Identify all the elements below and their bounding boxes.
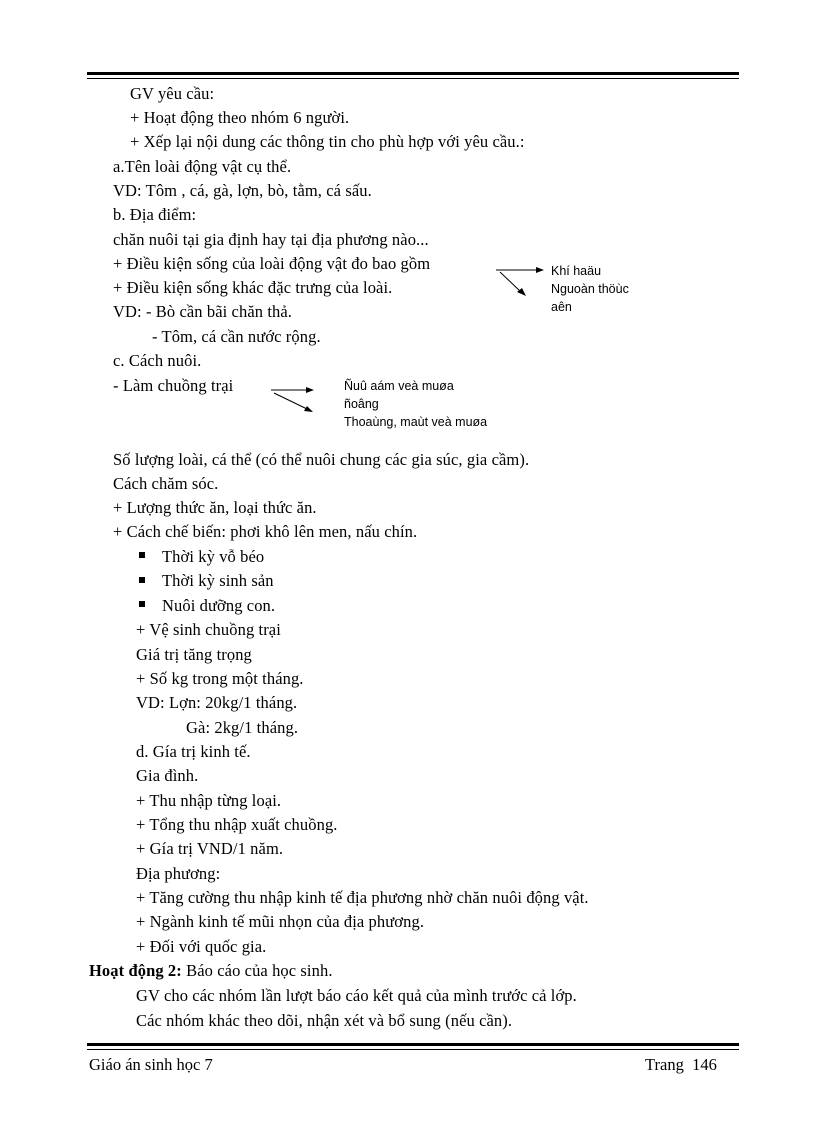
note-text: Thoaùng, maùt veà muøa xyxy=(344,415,488,429)
text-line: VD: - Bò cần bãi chăn thả. xyxy=(113,302,292,321)
text-line: + Lượng thức ăn, loại thức ăn. xyxy=(113,498,317,517)
arrow-head-4 xyxy=(304,406,313,412)
section-heading: Gia đình. xyxy=(136,766,199,785)
section-heading: d. Gía trị kinh tế. xyxy=(136,742,251,761)
list-item: Thời kỳ vỗ béo xyxy=(162,547,265,566)
text-line: + Ngành kinh tế mũi nhọn của địa phương. xyxy=(136,912,425,931)
section-heading: c. Cách nuôi. xyxy=(113,351,202,370)
arrow-head-1 xyxy=(536,267,544,273)
text-line: + Đối với quốc gia. xyxy=(136,937,267,956)
footer-rule xyxy=(87,1043,739,1050)
page-number: Trang 146 xyxy=(645,1055,717,1074)
activity-heading-label: Hoạt động 2: xyxy=(89,961,182,980)
note-text: Ñuû aám veà muøa xyxy=(344,379,454,393)
note-text: Khí haäu xyxy=(551,264,602,278)
section-heading: Giá trị tăng trọng xyxy=(136,645,252,664)
section-heading: Địa phương: xyxy=(136,864,221,883)
note-text: ñoâng xyxy=(344,397,379,411)
note-box xyxy=(344,377,534,429)
header-rule xyxy=(87,72,739,79)
bullet-square xyxy=(139,601,145,607)
text-line: Số lượng loài, cá thể (có thể nuôi chung các gia súc, gia cầm). xyxy=(113,450,530,469)
text-line: - Làm chuồng trại xyxy=(113,376,234,395)
note-text: aên xyxy=(551,300,572,314)
section-heading: a.Tên loài động vật cụ thể. xyxy=(113,157,292,176)
list-item: Nuôi dưỡng con. xyxy=(162,596,276,615)
text-line: GV yêu cầu: xyxy=(130,84,215,103)
text-line: Các nhóm khác theo dõi, nhận xét và bổ sung (nếu cần). xyxy=(136,1011,513,1030)
section-heading: Cách chăm sóc. xyxy=(113,474,219,493)
text-line: - Tôm, cá cần nước rộng. xyxy=(152,327,321,346)
arrow-line-4 xyxy=(274,393,307,409)
note-text: Nguoàn thöùc xyxy=(551,282,629,296)
text-line: + Xếp lại nội dung các thông tin cho phù hợp với yêu cầu.: xyxy=(130,132,525,151)
text-line: + Điều kiện sống khác đặc trưng của loài. xyxy=(113,278,393,297)
text-line: + Tăng cường thu nhập kinh tế địa phương nhờ chăn nuôi động vật. xyxy=(136,888,589,907)
arrow-line-2 xyxy=(500,272,521,292)
text-line: chăn nuôi tại gia định hay tại địa phương nào... xyxy=(113,230,429,249)
activity-heading-title: Báo cáo của học sinh. xyxy=(181,961,333,980)
text-line: VD: Tôm , cá, gà, lợn, bò, tằm, cá sấu. xyxy=(113,181,372,200)
list-item: Thời kỳ sinh sản xyxy=(162,571,274,590)
text-line: + Vệ sinh chuồng trại xyxy=(136,620,281,639)
bullet-square xyxy=(139,552,145,558)
arrow-diagram-shelter xyxy=(270,381,320,415)
bullet-square xyxy=(139,577,145,583)
text-line: GV cho các nhóm lần lượt báo cáo kết quả của mình trước cả lớp. xyxy=(136,986,577,1005)
text-line: + Gía trị VND/1 năm. xyxy=(136,839,284,858)
arrow-diagram-climate xyxy=(495,262,545,298)
text-line: + Số kg trong một tháng. xyxy=(136,669,304,688)
text-line: + Điều kiện sống của loài động vật đo bao gồm xyxy=(113,254,431,273)
text-line: + Thu nhập từng loại. xyxy=(136,791,282,810)
section-heading: b. Địa điểm: xyxy=(113,205,197,224)
text-line: + Hoạt động theo nhóm 6 người. xyxy=(130,108,350,127)
arrow-head-3 xyxy=(306,387,314,393)
text-line: + Cách chế biến: phơi khô lên men, nấu chín. xyxy=(113,522,418,541)
activity-heading xyxy=(89,961,333,981)
footer-title: Giáo án sinh học 7 xyxy=(89,1055,213,1074)
text-line: Gà: 2kg/1 tháng. xyxy=(186,718,299,737)
text-line: VD: Lợn: 20kg/1 tháng. xyxy=(136,693,298,712)
text-line: + Tổng thu nhập xuất chuồng. xyxy=(136,815,338,834)
